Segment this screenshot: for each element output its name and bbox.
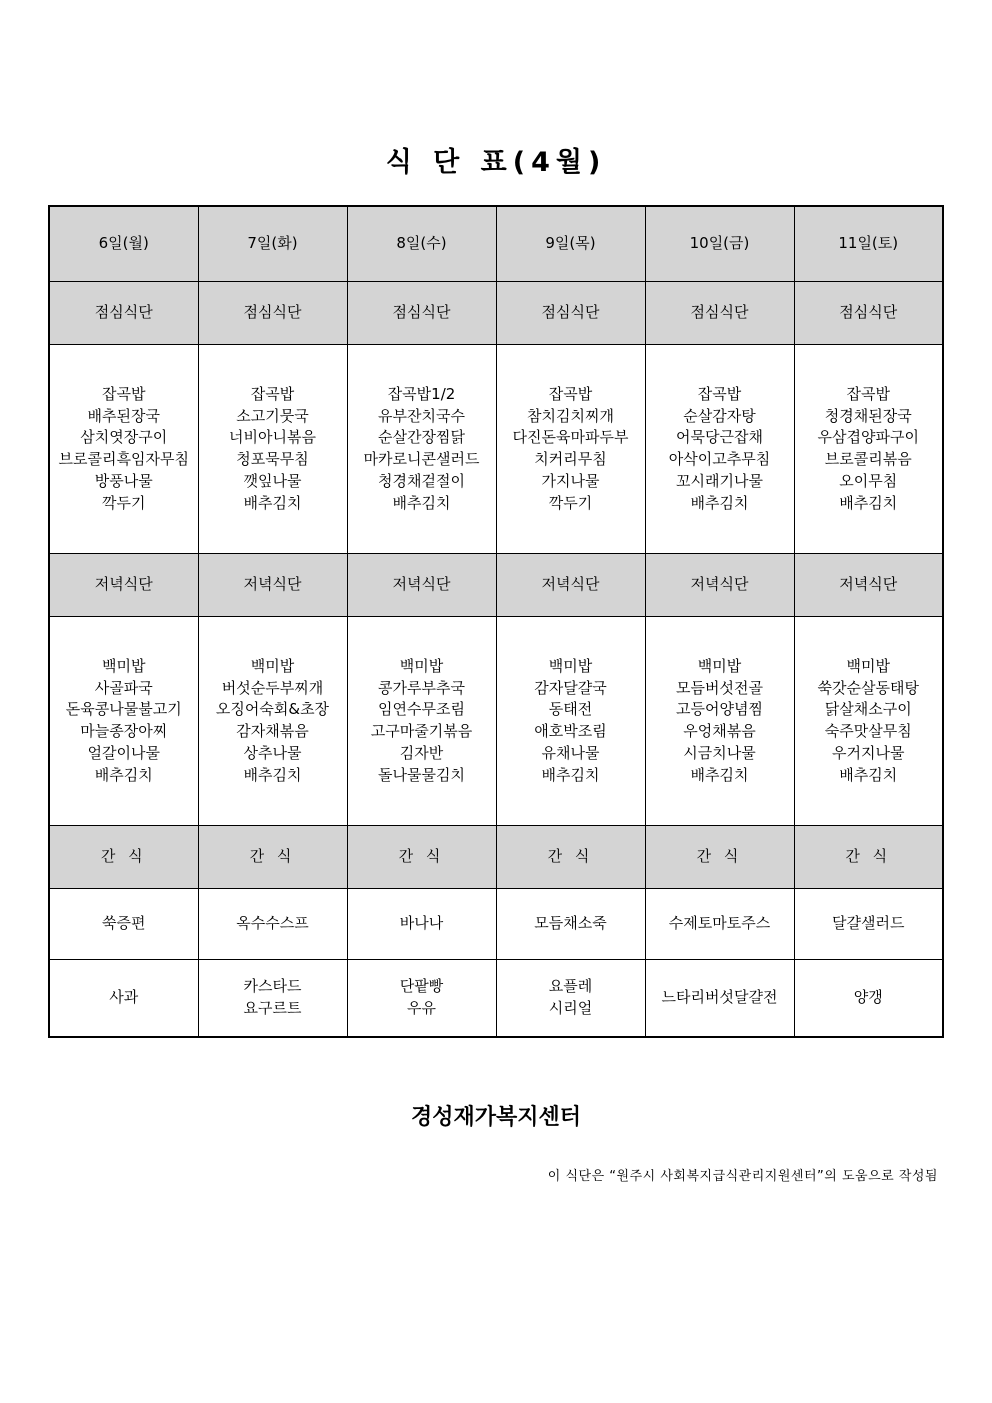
dinner-items-mon	[49, 617, 198, 826]
snack1-wed	[347, 889, 496, 960]
menu-item: 청경채된장국	[824, 406, 912, 425]
menu-item: 느타리버섯달걀전	[661, 988, 778, 1007]
snack-label-tue: 간 식	[198, 826, 347, 889]
menu-item: 마늘종장아찌	[80, 722, 168, 740]
menu-item: 삼치엿장구이	[80, 428, 168, 447]
menu-item: 순살감자탕	[683, 406, 756, 425]
menu-item: 유부잔치국수	[378, 406, 465, 425]
menu-item: 감자달걀국	[534, 678, 607, 697]
menu-item: 사골파국	[94, 678, 153, 697]
menu-item: 배추김치	[243, 493, 302, 512]
footnote: 이 식단은 “원주시 사회복지급식관리지원센터”의 도움으로 작성됨	[547, 1169, 938, 1184]
menu-item: 버섯순두부찌개	[221, 678, 324, 697]
table-row-dinner-labels	[49, 554, 943, 617]
menu-item: 잡곡밥	[102, 384, 146, 403]
dinner-label-wed: 저녁식단	[347, 554, 496, 617]
snack1-sat	[794, 889, 943, 960]
snack2-thu	[496, 960, 645, 1038]
dinner-label-tue: 저녁식단	[198, 554, 347, 617]
lunch-items-tue	[198, 345, 347, 554]
menu-item: 잡곡밥	[697, 384, 742, 403]
menu-item: 요플레	[548, 977, 593, 996]
menu-item: 사과	[109, 988, 139, 1007]
menu-item: 배추김치	[839, 493, 898, 512]
menu-item: 참치김치찌개	[527, 406, 614, 425]
lunch-items-wed	[347, 345, 496, 554]
menu-item: 김자반	[399, 743, 444, 762]
menu-item-list	[500, 656, 642, 787]
menu-item: 모듬버섯전골	[676, 678, 763, 697]
menu-item-list	[649, 987, 791, 1009]
snack1-thu	[496, 889, 645, 960]
menu-item: 양갱	[853, 988, 883, 1007]
menu-item: 순살간장찜닭	[378, 428, 465, 447]
menu-item: 애호박조림	[534, 722, 607, 740]
snack1-mon	[49, 889, 198, 960]
menu-item-list	[798, 656, 940, 787]
day-header-thu: 9일(목)	[496, 206, 645, 282]
page-title: 식 단 표(4월)	[385, 147, 607, 178]
menu-item: 다진돈육마파두부	[512, 428, 629, 447]
day-header-sat: 11일(토)	[794, 206, 943, 282]
menu-item: 백미밥	[846, 656, 890, 675]
menu-item: 브로콜리볶음	[824, 450, 912, 468]
menu-item: 임연수무조림	[378, 700, 465, 719]
day-header-tue: 7일(화)	[198, 206, 347, 282]
menu-item: 마카로니콘샐러드	[363, 450, 480, 468]
menu-item: 배추김치	[541, 765, 600, 784]
menu-item: 수제토마토주스	[668, 914, 771, 933]
dinner-items-thu	[496, 617, 645, 826]
day-header-fri: 10일(금)	[645, 206, 794, 282]
menu-item: 깍두기	[102, 493, 146, 512]
table-row-snack-second	[49, 960, 943, 1038]
dinner-label-mon: 저녁식단	[49, 554, 198, 617]
menu-item: 우엉채볶음	[683, 722, 756, 740]
dinner-items-wed	[347, 617, 496, 826]
menu-item: 백미밥	[399, 656, 444, 675]
table-row-snack-first	[49, 889, 943, 960]
snack2-mon	[49, 960, 198, 1038]
snack1-tue	[198, 889, 347, 960]
menu-item: 너비아니볶음	[229, 428, 316, 447]
menu-item-list	[500, 384, 642, 515]
menu-item: 방풍나물	[94, 471, 153, 490]
menu-item: 잡곡밥	[548, 384, 593, 403]
menu-item-list	[53, 656, 195, 787]
menu-item: 백미밥	[250, 656, 295, 675]
menu-item: 백미밥	[548, 656, 593, 675]
snack2-wed	[347, 960, 496, 1038]
menu-item: 치커리무침	[534, 450, 607, 468]
menu-item: 꼬시래기나물	[676, 471, 763, 490]
menu-item-list	[53, 913, 195, 935]
menu-item-list	[351, 656, 493, 787]
lunch-label-fri: 점심식단	[645, 282, 794, 345]
table-row-lunch-labels	[49, 282, 943, 345]
menu-item-list	[649, 656, 791, 787]
menu-item: 브로콜리흑임자무침	[58, 450, 189, 468]
menu-item-list	[500, 913, 642, 935]
menu-item: 옥수수스프	[236, 914, 309, 933]
lunch-label-wed: 점심식단	[347, 282, 496, 345]
menu-item: 청경채겉절이	[378, 471, 465, 490]
menu-item: 달걀샐러드	[832, 914, 905, 933]
lunch-items-fri	[645, 345, 794, 554]
dinner-items-fri	[645, 617, 794, 826]
menu-item-list	[351, 976, 493, 1020]
menu-item-list	[798, 987, 940, 1009]
menu-item: 잡곡밥1/2	[387, 384, 456, 403]
menu-item: 돈육콩나물불고기	[65, 700, 182, 719]
menu-item: 청포묵무침	[236, 450, 309, 468]
dinner-label-sat: 저녁식단	[794, 554, 943, 617]
dinner-items-tue	[198, 617, 347, 826]
menu-item: 잡곡밥	[846, 384, 890, 403]
lunch-label-thu: 점심식단	[496, 282, 645, 345]
menu-item: 배추된장국	[87, 406, 160, 425]
menu-item: 단팥빵	[399, 977, 444, 996]
menu-item: 콩가루부추국	[378, 678, 465, 697]
menu-item: 돌나물물김치	[378, 765, 465, 784]
lunch-label-sat: 점심식단	[794, 282, 943, 345]
menu-item: 동태전	[548, 700, 593, 719]
menu-item: 배추김치	[690, 765, 749, 784]
table-row-dinner-items	[49, 617, 943, 826]
menu-item: 우삼겹양파구이	[817, 428, 919, 447]
menu-item-list	[351, 384, 493, 515]
menu-item: 시금치나물	[683, 743, 756, 762]
menu-item: 숙주맛살무침	[824, 722, 912, 740]
dinner-label-thu: 저녁식단	[496, 554, 645, 617]
menu-item: 깻잎나물	[243, 471, 302, 490]
menu-item: 모듬채소죽	[534, 914, 607, 933]
menu-item: 잡곡밥	[250, 384, 295, 403]
weekly-menu-table	[48, 205, 944, 1038]
lunch-items-mon	[49, 345, 198, 554]
dinner-items-sat	[794, 617, 943, 826]
menu-item: 배추김치	[243, 765, 302, 784]
menu-item: 고등어양념찜	[676, 700, 763, 719]
menu-item-list	[798, 384, 940, 515]
snack1-fri	[645, 889, 794, 960]
snack2-tue	[198, 960, 347, 1038]
menu-item: 배추김치	[839, 765, 898, 784]
menu-item: 카스타드	[243, 977, 302, 996]
menu-item: 닭살채소구이	[824, 700, 912, 719]
menu-item: 배추김치	[690, 493, 749, 512]
menu-item-list	[649, 384, 791, 515]
table-row-day-headers	[49, 206, 943, 282]
menu-item: 깍두기	[548, 493, 593, 512]
lunch-label-tue: 점심식단	[198, 282, 347, 345]
snack2-fri	[645, 960, 794, 1038]
menu-item-list	[202, 976, 344, 1020]
menu-item: 어묵당근잡채	[676, 428, 763, 447]
table-row-snack-labels	[49, 826, 943, 889]
snack-label-fri: 간 식	[645, 826, 794, 889]
menu-item: 쑥갓순살동태탕	[817, 678, 919, 697]
menu-item: 오징어숙회&초장	[215, 700, 330, 719]
menu-item-list	[798, 913, 940, 935]
lunch-items-sat	[794, 345, 943, 554]
menu-item: 배추김치	[94, 765, 153, 784]
menu-item: 소고기뭇국	[236, 406, 309, 425]
menu-item-list	[500, 976, 642, 1020]
lunch-items-thu	[496, 345, 645, 554]
dinner-label-fri: 저녁식단	[645, 554, 794, 617]
menu-item: 요구르트	[243, 999, 302, 1017]
menu-item-list	[53, 384, 195, 515]
snack-label-wed: 간 식	[347, 826, 496, 889]
menu-item-list	[351, 913, 493, 935]
menu-item: 아삭이고추무침	[668, 450, 771, 468]
menu-item: 고구마줄기볶음	[370, 722, 473, 740]
snack2-sat	[794, 960, 943, 1038]
table-row-lunch-items	[49, 345, 943, 554]
lunch-label-mon: 점심식단	[49, 282, 198, 345]
menu-item: 백미밥	[697, 656, 742, 675]
menu-item-list	[202, 913, 344, 935]
menu-item-list	[202, 656, 344, 787]
menu-item: 시리얼	[548, 999, 593, 1017]
center-name: 경성재가복지센터	[410, 1105, 582, 1130]
menu-item: 우유	[407, 999, 436, 1017]
snack-label-mon: 간 식	[49, 826, 198, 889]
day-header-wed: 8일(수)	[347, 206, 496, 282]
menu-item: 얼갈이나물	[87, 743, 160, 762]
menu-item: 쑥증편	[102, 914, 146, 933]
menu-item: 오이무침	[839, 471, 898, 490]
menu-item: 우거지나물	[832, 743, 905, 762]
menu-item: 유채나물	[541, 743, 600, 762]
menu-item: 상추나물	[243, 743, 302, 762]
day-header-mon: 6일(월)	[49, 206, 198, 282]
menu-item: 가지나물	[541, 471, 600, 490]
snack-label-thu: 간 식	[496, 826, 645, 889]
menu-item-list	[53, 987, 195, 1009]
menu-item: 감자채볶음	[236, 722, 309, 740]
menu-item: 바나나	[399, 914, 444, 933]
snack-label-sat: 간 식	[794, 826, 943, 889]
menu-item-list	[202, 384, 344, 515]
menu-item: 배추김치	[392, 493, 451, 512]
menu-item: 백미밥	[102, 656, 146, 675]
menu-item-list	[649, 913, 791, 935]
